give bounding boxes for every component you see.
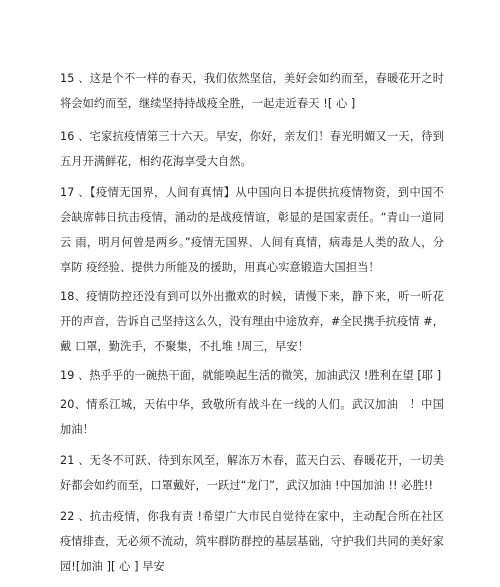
paragraph-20: 20、情系江城，天佑中华，致敬所有战斗在一线的人们。武汉加油 ！中国加油！ bbox=[60, 398, 444, 436]
paragraph-16: 16 、宅家抗疫情第三十六天。早安，你好，亲友们！春光明媚又一天，待到 五月开满鲜花，相约花海享受大自然。 bbox=[60, 130, 444, 168]
paragraph-22: 22 、抗击疫情，你我有责 !希望广大市民自觉待在家中，主动配合所在社区 疫情排查，无必须不流动，筑牢群防群控的基层基础，守护我们共同的美好家 园![加油 ][ 心 ] 早安 bbox=[60, 510, 444, 573]
paragraph-15: 15 、这是个不一样的春天，我们依然坚信，美好会如约而至，春暖花开之时将会如约而至，继续坚持持战疫全胜，一起走近春天 ![ 心 ] bbox=[60, 72, 444, 110]
paragraph-19: 19 、热乎乎的一碗热干面，就能唤起生活的微笑，加油武汉 !胜利在望 [耶 ] bbox=[60, 369, 442, 382]
paragraph-21: 21 、无冬不可跃、待到东风至，解冻万木春，蓝天白云、春暖花开，一切美 好都会如约而至，口罩戴好，一跃过“龙门”，武汉加油 !中国加油 !! 必胜!! bbox=[60, 454, 444, 492]
paragraph-18: 18、疫情防控还没有到可以外出撒欢的时候，请慢下来，静下来，听一听花 开的声音，告诉自己坚持这么久，没有理由中途放弃，#全民携手抗疫情 #，戴 口罩，勤洗手，不聚集，不扎堆 !周三，早安！ bbox=[60, 290, 444, 353]
document-body bbox=[60, 66, 444, 587]
paragraph-17: 17 、【疫情无国界，人间有真情】从中国向日本提供抗疫情物资，到中国不 会缺席韩日抗击疫情，涌动的是战疫情谊，彰显的是国家责任。“青山一道同云 雨，明月何曾是两乡。”疫情无国界、人间有真情，病毒是人类的敌人，分享防 疫经验、提供力所能及的援助，用真心实意锻造大国担当！ bbox=[60, 186, 444, 274]
